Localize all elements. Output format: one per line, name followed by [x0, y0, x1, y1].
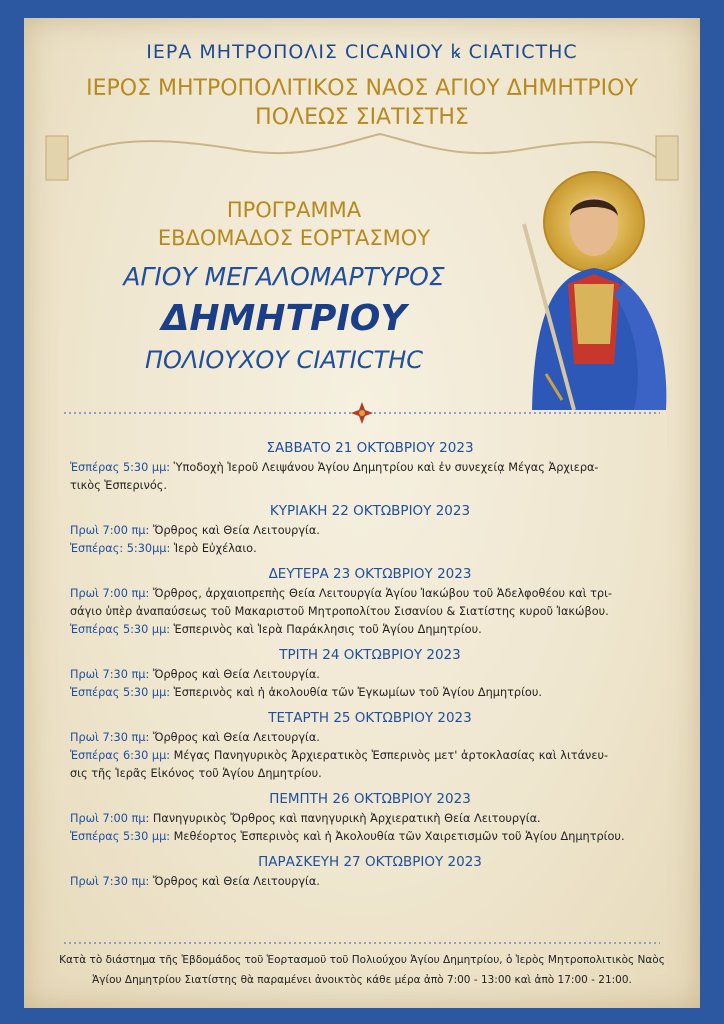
entry-text: Ὄρθρος καὶ Θεία Λειτουργία.: [149, 668, 320, 681]
entry-time: Ἑσπέρας 5:30 μμ:: [70, 461, 171, 474]
entry-text: Ὄρθρος καὶ Θεία Λειτουργία.: [149, 524, 320, 537]
entry-text: Ἑσπερινὸς καὶ ἡ ἀκολουθία τῶν Ἐγκωμίων τοῦ Ἁγίου Δημητρίου.: [170, 686, 542, 699]
entry-text: Μέγας Πανηγυρικὸς Ἀρχιερατικὸς Ἑσπερινὸς μετ' ἀρτοκλασίας καὶ λιτάνευ-: [170, 749, 609, 762]
entry-time: Ἑσπέρας 6:30 μμ:: [70, 749, 171, 762]
footer-divider: [64, 940, 660, 946]
saint-name: ΔΗΜΗΤΡΙΟΥ: [161, 298, 407, 339]
parchment-background: [24, 18, 700, 1008]
entry-text: τικὸς Ἑσπερινός.: [70, 479, 167, 492]
schedule-entry: [70, 459, 670, 477]
entry-time: Πρωὶ 7:00 πμ:: [70, 524, 150, 537]
church-header-line2: ΠΟΛΕΩΣ ΣΙΑΤΙΣΤΗΣ: [255, 105, 469, 130]
entry-text: Ὑποδοχὴ Ἱεροῦ Λειψάνου Ἁγίου Δημητρίου καὶ ἐν συνεχείᾳ Μέγας Ἀρχιερα-: [170, 461, 599, 474]
schedule: [70, 432, 670, 891]
entry-text: Ὄρθρος, ἀρχαιοπρεπὴς Θεία Λειτουργία Ἁγίου Ἰακώβου τοῦ Ἀδελφοθέου καὶ τρι-: [149, 587, 612, 600]
entry-text: Μεθέορτος Ἑσπερινὸς καὶ ἡ Ἀκολουθία τῶν Χαιρετισμῶν τοῦ Ἁγίου Δημητρίου.: [170, 830, 625, 843]
schedule-entry: [70, 873, 670, 891]
schedule-entry: [70, 684, 670, 702]
schedule-entry: [70, 810, 670, 828]
schedule-entry: [70, 621, 670, 639]
schedule-entry: [70, 828, 670, 846]
entry-time: Ἑσπέρας 5:30 μμ:: [70, 686, 171, 699]
entry-time: Πρωὶ 7:00 πμ:: [70, 587, 150, 600]
entry-text: Ἑσπερινὸς καὶ Ἱερὰ Παράκλησις τοῦ Ἁγίου Δημητρίου.: [170, 623, 482, 636]
footer-line1: Κατὰ τὸ διάστημα τῆς Ἑβδομάδος τοῦ Ἑορτασμοῦ τοῦ Πολιούχου Ἁγίου Δημητρίου, ὁ Ἱερὸς Μητροπολιτικὸς Ναὸς: [59, 954, 665, 966]
schedule-day-heading: ΣΑΒΒΑΤΟ 21 ΟΚΤΩΒΡΙΟΥ 2023: [266, 440, 474, 456]
saint-demetrios-icon: [494, 164, 694, 410]
schedule-entry: [70, 729, 670, 747]
schedule-day-heading: ΚΥΡΙΑΚΗ 22 ΟΚΤΩΒΡΙΟΥ 2023: [269, 503, 471, 519]
entry-time: Ἑσπέρας 5:30 μμ:: [70, 830, 171, 843]
church-header: [24, 74, 700, 132]
schedule-day-heading: ΠΑΡΑΣΚΕΥΗ 27 ΟΚΤΩΒΡΙΟΥ 2023: [258, 854, 482, 870]
saint-title-line3: ΠΟΛΙΟΥΧΟΥ CIATICTHC: [144, 346, 424, 374]
schedule-entry: [70, 477, 670, 495]
schedule-entry: [70, 603, 670, 621]
footer-line2: Ἁγίου Δημητρίου Σιατίστης θὰ παραμένει ἀνοικτὸς κάθε μέρα ἀπὸ 7:00 - 13:00 καὶ ἀπὸ 17:00 - 21:00.: [92, 974, 632, 986]
schedule-day-heading: ΤΡΙΤΗ 24 ΟΚΤΩΒΡΙΟΥ 2023: [279, 647, 461, 663]
schedule-entry: [70, 585, 670, 603]
schedule-day-heading: ΠΕΜΠΤΗ 26 ΟΚΤΩΒΡΙΟΥ 2023: [269, 791, 471, 807]
entry-text: Ὄρθρος καὶ Θεία Λειτουργία.: [149, 875, 320, 888]
schedule-day-heading: ΤΕΤΑΡΤΗ 25 ΟΚΤΩΒΡΙΟΥ 2023: [268, 710, 472, 726]
church-header-line1: ΙΕΡΟΣ ΜΗΤΡΟΠΟΛΙΤΙΚΟΣ ΝΑΟΣ ΑΓΙΟΥ ΔΗΜΗΤΡΙΟΥ: [86, 76, 638, 101]
program-title: [84, 196, 504, 252]
entry-text: σις τῆς Ἱερᾶς Εἰκόνος τοῦ Ἁγίου Δημητρίου.: [70, 767, 322, 780]
saint-title-line1: ΑΓΙΟΥ ΜΕΓΑΛΟΜΑΡΤΥΡΟΣ: [123, 262, 445, 291]
entry-time: Ἑσπέρας: 5:30μμ:: [70, 542, 171, 555]
schedule-entry: [70, 747, 670, 765]
entry-text: Πανηγυρικὸς Ὄρθρος καὶ πανηγυρικὴ Ἀρχιερατικὴ Θεία Λειτουργία.: [149, 812, 541, 825]
entry-time: Πρωὶ 7:30 πμ:: [70, 875, 150, 888]
schedule-entry: [70, 666, 670, 684]
schedule-entry: [70, 765, 670, 783]
program-title-line1: ΠΡΟΓΡΑΜΜΑ: [226, 198, 362, 222]
entry-time: Πρωὶ 7:30 πμ:: [70, 668, 150, 681]
entry-text: Ὄρθρος καὶ Θεία Λειτουργία.: [149, 731, 320, 744]
footer-note: [54, 950, 670, 990]
program-title-line2: ΕΒΔΟΜΑΔΟΣ ΕΟΡΤΑΣΜΟΥ: [157, 226, 431, 250]
entry-text: σάγιο ὑπὲρ ἀναπαύσεως τοῦ Μακαριστοῦ Μητροπολίτου Σισανίου & Σιατίστης κυροῦ Ἰακώβου.: [70, 605, 609, 618]
entry-time: Πρωὶ 7:00 πμ:: [70, 812, 150, 825]
entry-text: Ἱερὸ Εὐχέλαιο.: [170, 542, 257, 555]
schedule-entry: [70, 540, 670, 558]
metropolis-header: ΙΕΡΑ ΜΗΤΡΟΠΟΛΙΣ CICANIOY ꝃ CIATICTHC: [146, 41, 578, 63]
divider-ornament-icon: [350, 401, 374, 425]
entry-time: Ἑσπέρας 5:30 μμ:: [70, 623, 171, 636]
entry-time: Πρωὶ 7:30 πμ:: [70, 731, 150, 744]
schedule-day-heading: ΔΕΥΤΕΡΑ 23 ΟΚΤΩΒΡΙΟΥ 2023: [268, 566, 472, 582]
schedule-entry: [70, 522, 670, 540]
